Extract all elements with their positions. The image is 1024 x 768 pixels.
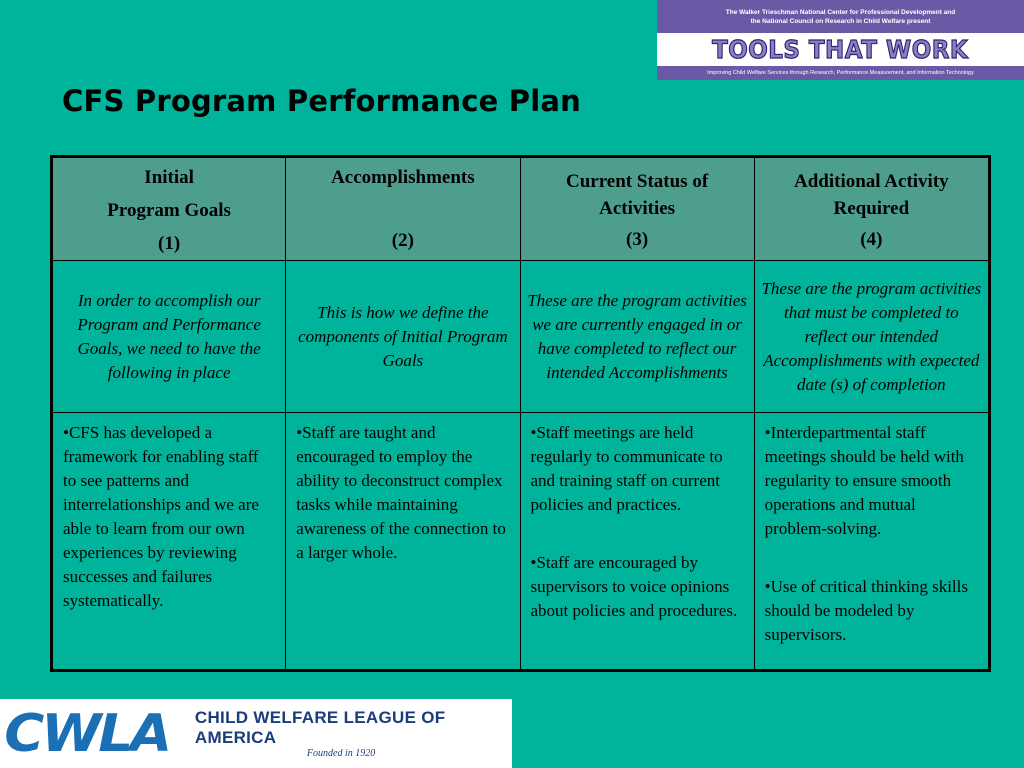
table-header-row bbox=[52, 157, 990, 261]
header-cell-initial-goals: Initial Program Goals (1) bbox=[52, 157, 286, 261]
bullet-item: •CFS has developed a framework for enabling staff to see patterns and interrelationships and we are able to learn from our own experiences by reviewing successes and failures systematically. bbox=[63, 423, 259, 610]
bullet-item: •Staff are taught and encouraged to employ the ability to deconstruct complex tasks while maintaining awareness of the connection to a larger whole. bbox=[296, 423, 506, 562]
founded-text: Founded in 1920 bbox=[306, 748, 376, 759]
header-cell-current-status: Current Status of Activities (3) bbox=[520, 157, 754, 261]
bullet-item: •Use of critical thinking skills should be modeled by supervisors. bbox=[764, 577, 968, 644]
table-row bbox=[52, 413, 990, 671]
tools-that-work-logo: TOOLS THAT WORK bbox=[712, 35, 969, 64]
description-cell: These are the program activities we are currently engaged in or have completed to reflect our intended Accomplishments bbox=[520, 261, 754, 413]
bullet-item: •Staff meetings are held regularly to communicate to and training staff on current policies and practices. bbox=[530, 423, 723, 514]
banner-tagline: Improving Child Welfare Services through Research, Performance Measurement, and Information Technology bbox=[657, 66, 1024, 80]
table-description-row bbox=[52, 261, 990, 413]
table-cell bbox=[286, 413, 520, 671]
description-cell: These are the program activities that must be completed to reflect our intended Accomplishments with expected date (s) of completion bbox=[754, 261, 989, 413]
organization-block bbox=[195, 708, 512, 759]
table-cell bbox=[52, 413, 286, 671]
table-cell bbox=[754, 413, 989, 671]
banner-logo bbox=[657, 33, 1024, 66]
cwla-footer bbox=[0, 699, 512, 768]
page-title: CFS Program Performance Plan bbox=[62, 84, 581, 118]
cwla-logo: CWLA bbox=[4, 703, 170, 764]
banner-presenter-text: The Walker Trieschman National Center for Professional Development and the National Council on Research in Child Welfare present bbox=[657, 0, 1024, 33]
organization-name: CHILD WELFARE LEAGUE OF AMERICA bbox=[194, 708, 446, 747]
table-cell bbox=[520, 413, 754, 671]
bullet-item: •Interdepartmental staff meetings should be held with regularity to ensure smooth operations and mutual problem-solving. bbox=[764, 423, 964, 538]
description-cell: This is how we define the components of Initial Program Goals bbox=[286, 261, 520, 413]
performance-plan-table bbox=[50, 155, 991, 672]
header-cell-additional-activity: Additional Activity Required (4) bbox=[754, 157, 989, 261]
description-cell: In order to accomplish our Program and Performance Goals, we need to have the following in place bbox=[52, 261, 286, 413]
bullet-item: •Staff are encouraged by supervisors to voice opinions about policies and procedures. bbox=[530, 553, 738, 620]
tools-that-work-banner bbox=[657, 0, 1024, 80]
header-cell-accomplishments: Accomplishments (2) bbox=[286, 157, 520, 261]
